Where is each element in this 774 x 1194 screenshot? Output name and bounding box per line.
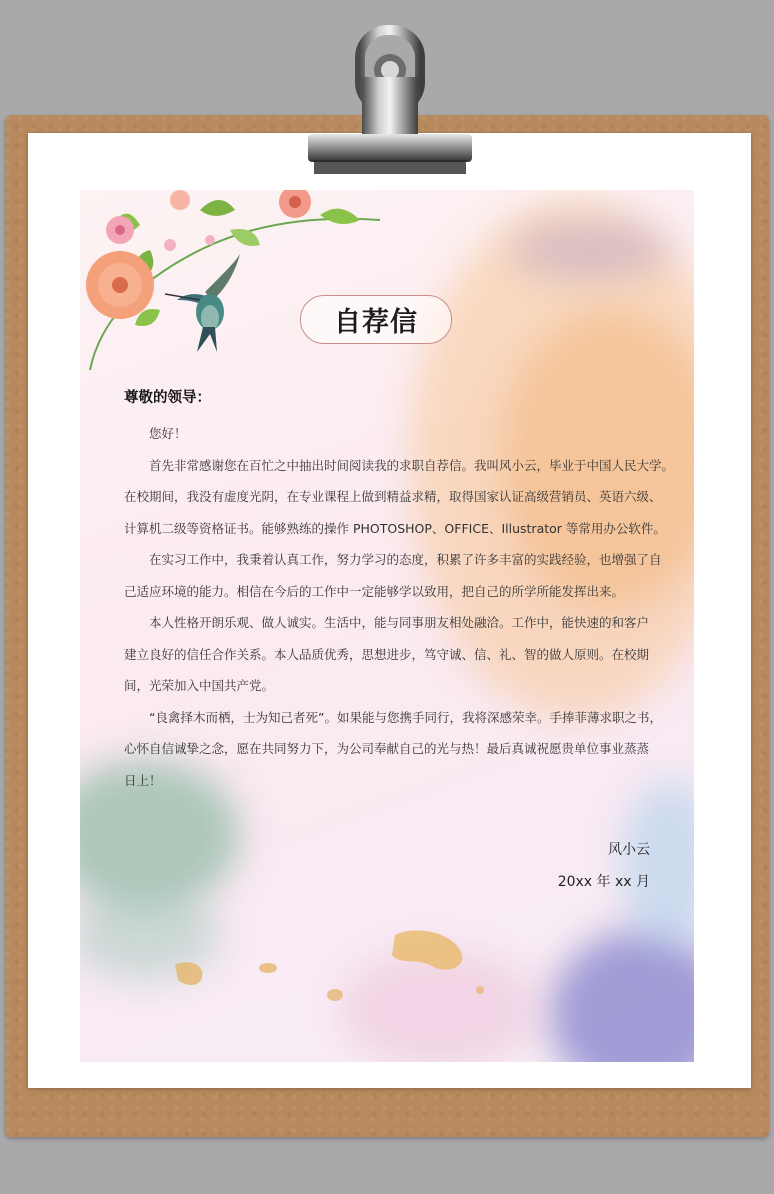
body-line: 本人性格开朗乐观、做人诚实。生活中，能与同事朋友相处融洽。工作中，能快速的和客户 — [124, 615, 650, 630]
letter-page — [80, 190, 694, 1062]
body-line: 在校期间，我没有虚度光阴，在专业课程上做到精益求精，取得国家认证高级营销员、英语六级、 — [124, 489, 662, 504]
watercolor-wash-purple — [510, 220, 670, 280]
body-line: 间，光荣加入中国共产党。 — [124, 678, 275, 693]
binder-clip-icon — [290, 22, 490, 182]
letter-body — [124, 418, 675, 796]
body-line: 建立良好的信任合作关系。本人品质优秀，思想进步，笃守诚、信、礼、智的做人原则。在校期 — [124, 646, 650, 662]
body-line: 首先非常感谢您在百忙之中抽出时间阅读我的求职自荐信。我叫风小云，毕业于中国人民大学。 — [124, 457, 675, 473]
signature-block — [558, 834, 650, 898]
body-line: 在实习工作中，我秉着认真工作，努力学习的态度，积累了许多丰富的实践经验，也增强了自 — [124, 552, 662, 567]
body-line: 己适应环境的能力。相信在今后的工作中一定能够学以致用，把自己的所学所能发挥出来。 — [124, 583, 625, 599]
salutation: 尊敬的领导： — [124, 390, 211, 406]
letter-title: 自荐信 — [300, 295, 452, 344]
body-line: 计算机二级等资格证书。能够熟练的操作 PHOTOSHOP、OFFICE、Illustrator 等常用办公软件。 — [124, 520, 666, 536]
signature-date: 20xx 年 xx 月 — [557, 874, 650, 890]
signature-name: 风小云 — [608, 842, 650, 858]
body-line: 心怀自信诚挚之念，愿在共同努力下，为公司奉献自己的光与热！最后真诚祝愿贵单位事业蒸蒸 — [124, 741, 650, 756]
body-line: 日上！ — [124, 772, 162, 788]
body-line: “良禽择木而栖，士为知己者死”。如果能与您携手同行，我将深感荣幸。手捧菲薄求职之书， — [124, 709, 662, 725]
hummingbird-icon — [165, 252, 255, 362]
gold-splash-decoration — [160, 920, 540, 1030]
body-line: 您好！ — [124, 426, 187, 441]
